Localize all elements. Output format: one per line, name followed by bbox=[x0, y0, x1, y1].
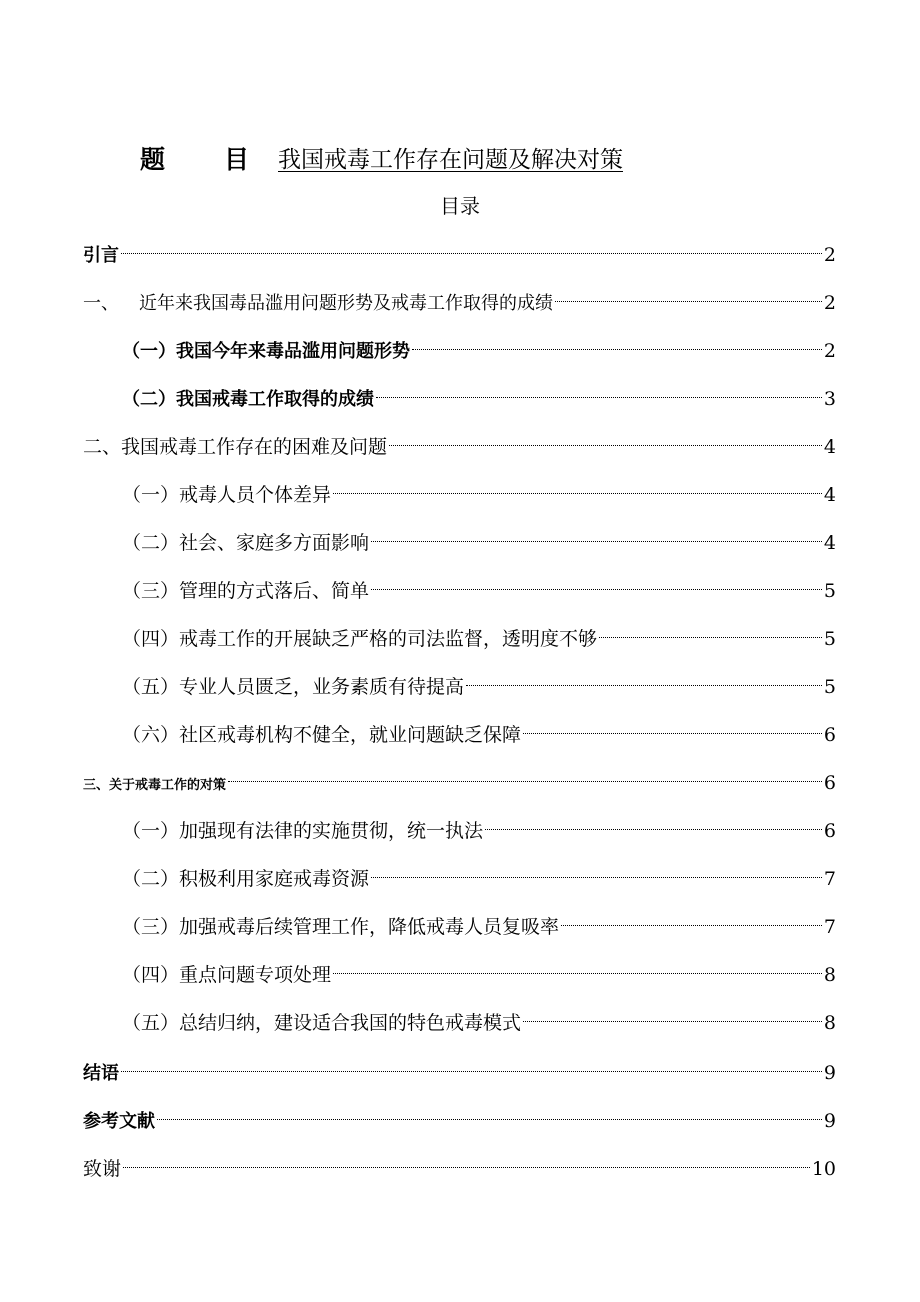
toc-section-title: 近年来我国毒品滥用问题形势及戒毒工作取得的成绩 bbox=[139, 293, 553, 314]
toc-page-number: 8 bbox=[823, 964, 836, 986]
toc-page-number: 9 bbox=[823, 1110, 836, 1132]
toc-entry-acknowledgements[interactable] bbox=[83, 1152, 836, 1186]
toc-page-number: 6 bbox=[823, 772, 836, 794]
title-label-char-2: 目 bbox=[224, 145, 250, 174]
toc-entry-2-5[interactable] bbox=[122, 670, 836, 704]
toc-entry-3-1[interactable] bbox=[122, 814, 836, 848]
toc-entry-label: （三）加强戒毒后续管理工作，降低戒毒人员复吸率 bbox=[122, 916, 560, 938]
toc-entry-2-1[interactable] bbox=[122, 478, 836, 512]
toc-entry-3-4[interactable] bbox=[122, 958, 836, 992]
toc-entry-section-1[interactable] bbox=[83, 286, 836, 320]
toc-page-number: 6 bbox=[823, 724, 836, 746]
toc-entry-label: （一）加强现有法律的实施贯彻，统一执法 bbox=[122, 820, 484, 842]
dot-leader bbox=[123, 1167, 810, 1168]
dot-leader bbox=[371, 541, 822, 542]
toc-page-number: 5 bbox=[823, 580, 836, 602]
toc-page-number: 8 bbox=[823, 1012, 836, 1034]
dot-leader bbox=[333, 973, 822, 974]
toc-entry-label: （五）总结归纳，建设适合我国的特色戒毒模式 bbox=[122, 1012, 522, 1034]
toc-section-number: 一、 bbox=[83, 293, 119, 314]
dot-leader bbox=[555, 301, 822, 302]
dot-leader bbox=[157, 1119, 822, 1120]
toc-entry-3-2[interactable] bbox=[122, 862, 836, 896]
toc-entry-label: 三、关于戒毒工作的对策 bbox=[83, 778, 227, 793]
toc-page-number: 7 bbox=[823, 868, 836, 890]
toc-entry-section-3[interactable] bbox=[83, 766, 836, 800]
toc-entry-2-3[interactable] bbox=[122, 574, 836, 608]
toc-entry-label: 引言 bbox=[83, 245, 119, 266]
dot-leader bbox=[376, 397, 822, 398]
toc-entry-label: （四）戒毒工作的开展缺乏严格的司法监督，透明度不够 bbox=[122, 628, 598, 650]
dot-leader bbox=[333, 493, 822, 494]
toc-entry-references[interactable] bbox=[83, 1104, 836, 1138]
toc-page-number: 5 bbox=[823, 628, 836, 650]
toc-entry-intro[interactable] bbox=[83, 238, 836, 272]
dot-leader bbox=[412, 349, 822, 350]
dot-leader bbox=[389, 445, 822, 446]
dot-leader bbox=[121, 1071, 822, 1072]
dot-leader bbox=[561, 925, 822, 926]
toc-page-number: 2 bbox=[823, 340, 836, 362]
dot-leader bbox=[121, 253, 822, 254]
toc-entry-label: （二）积极利用家庭戒毒资源 bbox=[122, 868, 370, 890]
dot-leader bbox=[485, 829, 822, 830]
toc-page-number: 4 bbox=[823, 484, 836, 506]
toc-page-number: 4 bbox=[823, 532, 836, 554]
toc-entry-label: （三）管理的方式落后、简单 bbox=[122, 580, 370, 602]
toc-entry-2-2[interactable] bbox=[122, 526, 836, 560]
toc-entry-label: （一）戒毒人员个体差异 bbox=[122, 484, 332, 506]
toc-page-number: 3 bbox=[823, 388, 836, 410]
toc-entry-3-5[interactable] bbox=[122, 1006, 836, 1040]
dot-leader bbox=[371, 877, 822, 878]
toc-entry-label: （四）重点问题专项处理 bbox=[122, 964, 332, 986]
toc-page-number: 2 bbox=[823, 244, 836, 266]
toc-page-number: 5 bbox=[823, 676, 836, 698]
dot-leader bbox=[371, 589, 822, 590]
toc-entry-label: （二）我国戒毒工作取得的成绩 bbox=[122, 389, 374, 410]
toc-entry-label: （五）专业人员匮乏，业务素质有待提高 bbox=[122, 676, 465, 698]
toc-entry-1-2[interactable] bbox=[122, 382, 836, 416]
dot-leader bbox=[228, 781, 822, 782]
toc-entry-label: 二、我国戒毒工作存在的困难及问题 bbox=[83, 436, 388, 458]
dot-leader bbox=[523, 733, 822, 734]
toc-heading: 目录 bbox=[440, 194, 480, 218]
document-title bbox=[0, 140, 920, 180]
toc-entry-label: （一）我国今年来毒品滥用问题形势 bbox=[122, 341, 410, 362]
toc-entry-conclusion[interactable] bbox=[83, 1056, 836, 1090]
toc-entry-label: 参考文献 bbox=[83, 1111, 155, 1132]
toc-entry-section-2[interactable] bbox=[83, 430, 836, 464]
dot-leader bbox=[466, 685, 822, 686]
dot-leader bbox=[599, 637, 822, 638]
toc-page-number: 7 bbox=[823, 916, 836, 938]
toc-entry-label bbox=[83, 287, 553, 321]
dot-leader bbox=[523, 1021, 822, 1022]
toc-entry-2-6[interactable] bbox=[122, 718, 836, 752]
toc-entry-label: 结语 bbox=[83, 1063, 119, 1084]
toc-entry-3-3[interactable] bbox=[122, 910, 836, 944]
toc-page-number: 4 bbox=[823, 436, 836, 458]
toc-page-number: 6 bbox=[823, 820, 836, 842]
toc-entry-label: （二）社会、家庭多方面影响 bbox=[122, 532, 370, 554]
toc-entry-2-4[interactable] bbox=[122, 622, 836, 656]
toc-page-number: 10 bbox=[811, 1158, 836, 1180]
title-label-char-1: 题 bbox=[140, 145, 166, 174]
title-text: 我国戒毒工作存在问题及解决对策 bbox=[278, 147, 623, 173]
toc-entry-label: 致谢 bbox=[83, 1158, 122, 1180]
toc-page-number: 2 bbox=[823, 292, 836, 314]
toc-entry-1-1[interactable] bbox=[122, 334, 836, 368]
toc-entry-label: （六）社区戒毒机构不健全，就业问题缺乏保障 bbox=[122, 724, 522, 746]
toc-page-number: 9 bbox=[823, 1062, 836, 1084]
